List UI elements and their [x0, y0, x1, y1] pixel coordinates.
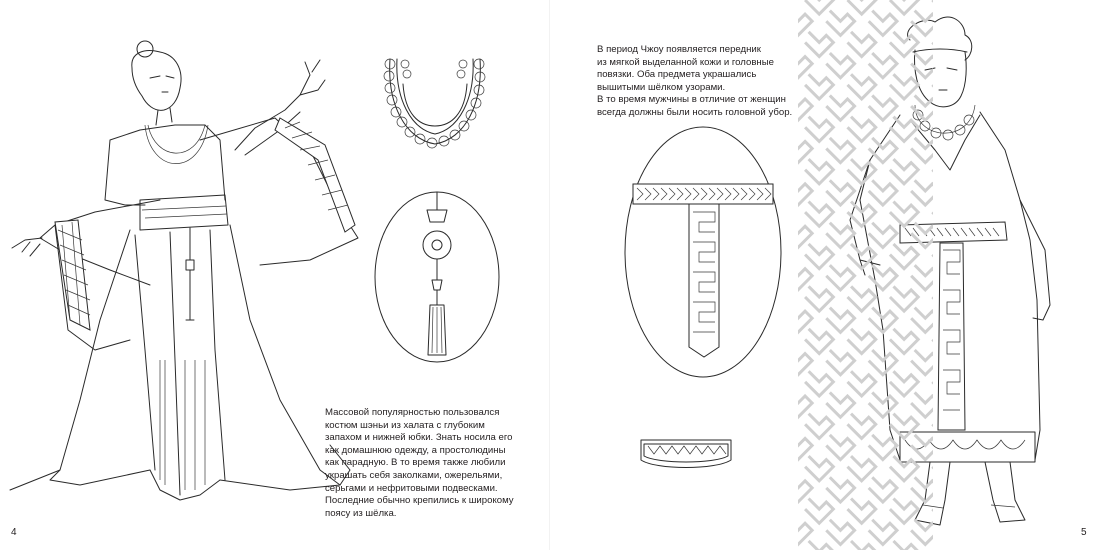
pendant-illustration	[372, 190, 502, 365]
right-caption-line: В то время мужчины в отличие от женщин	[597, 94, 786, 106]
left-caption-line: как парадную. В то время также любили	[325, 457, 506, 469]
left-caption-line: Последние обычно крепились к широкому	[325, 495, 514, 507]
left-caption-line: как домашнюю одежду, а простолюдины	[325, 444, 506, 456]
right-caption-line: В период Чжоу появляется передник	[597, 44, 761, 55]
right-caption-line: повязки. Оба предмета украшались	[597, 69, 757, 81]
right-caption-line: вышитыми шёлком узорами.	[597, 81, 726, 93]
apron-illustration	[623, 122, 783, 382]
left-caption	[325, 407, 514, 520]
right-caption	[597, 44, 792, 120]
right-caption-line: всегда должны были носить головной убор.	[597, 106, 793, 118]
page-number-left: 4	[11, 527, 17, 538]
right-caption-line: из мягкой выделанной кожи и головные	[597, 56, 774, 68]
right-sleeve-pattern	[275, 118, 355, 232]
woman-head	[132, 41, 181, 125]
left-caption-line: украшать себя заколками, ожерельями,	[325, 469, 503, 481]
left-caption-line: Массовой популярностью пользовался	[325, 407, 500, 418]
left-caption-line: костюм шэньи из халата с глубоким	[325, 419, 485, 431]
meander-border	[798, 0, 943, 550]
headband-illustration	[636, 432, 736, 472]
page-number-right: 5	[1081, 527, 1087, 538]
left-caption-line: поясу из шёлка.	[325, 507, 397, 519]
right-page	[550, 0, 1100, 550]
left-caption-line: серьгами и нефритовыми подвесками.	[325, 482, 498, 494]
left-sleeve-pattern	[55, 220, 90, 330]
left-caption-line: запахом и нижней юбки. Знать носила его	[325, 432, 513, 444]
necklace-illustration	[375, 44, 495, 164]
